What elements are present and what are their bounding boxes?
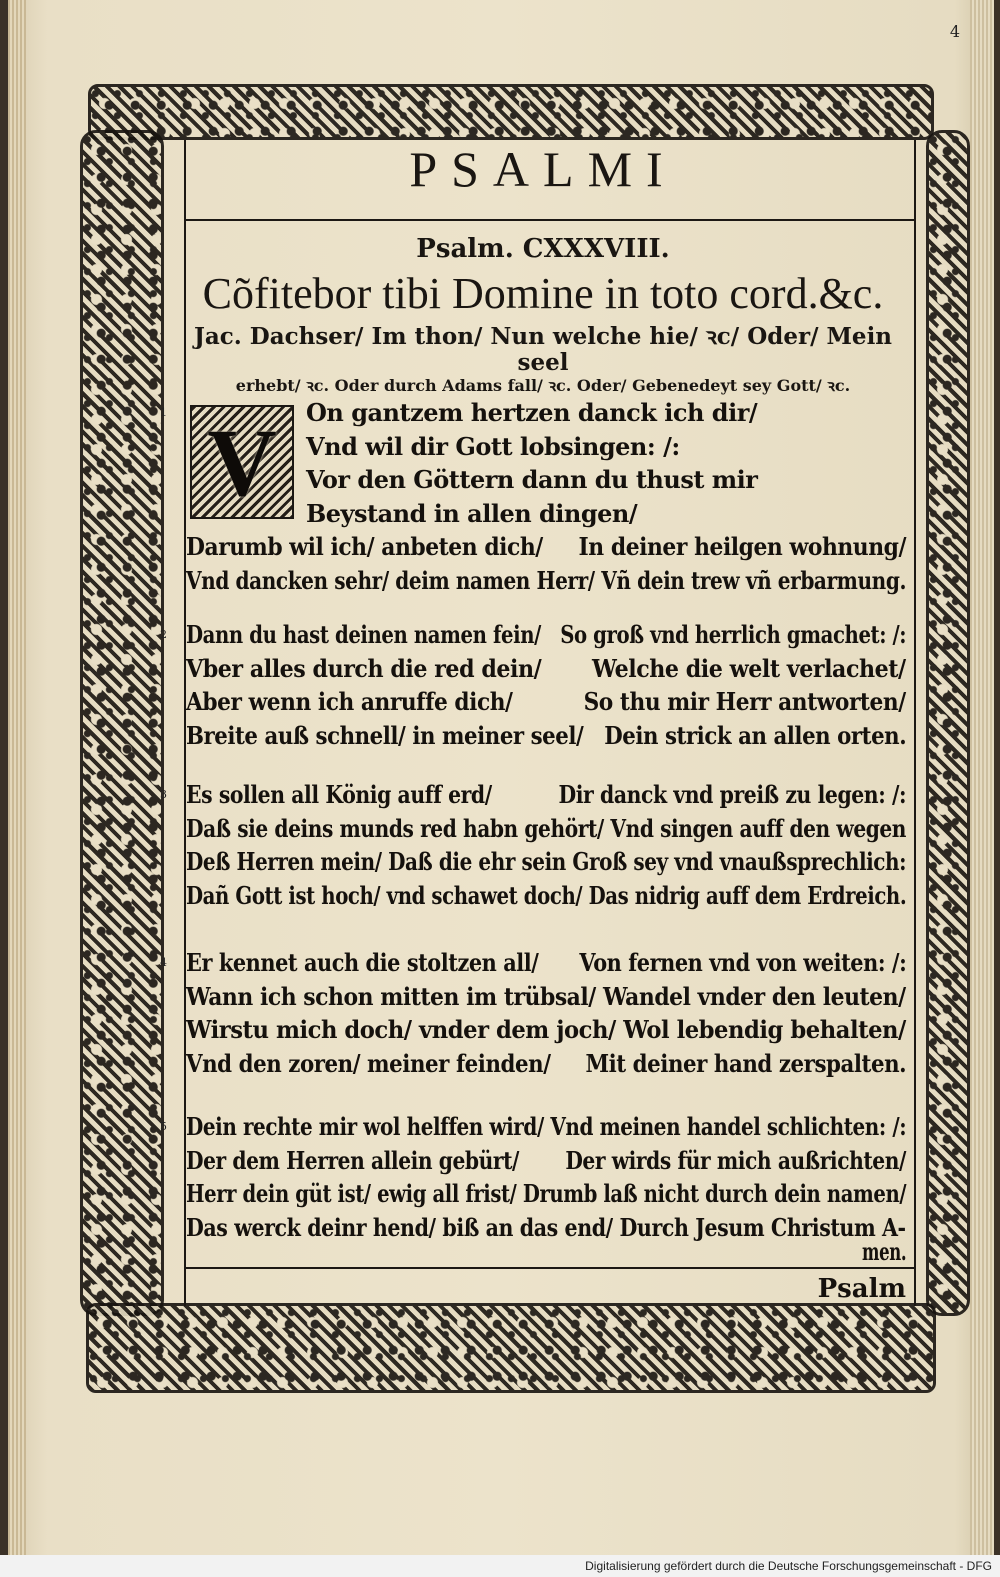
- verse-line: Aber wenn ich anruffe dich/ So thu mir Herr antworten/: [186, 687, 906, 716]
- verse-line: Der dem Herren allein gebürt/ Der wirds für mich außrichten/: [186, 1145, 906, 1175]
- verse-line: Er kennet auch die stoltzen all/ Von fernen vnd von weiten: /:: [186, 948, 907, 977]
- verse-line: Darumb wil ich/ anbeten dich/ In deiner heilgen wohnung/: [186, 532, 906, 561]
- verse-line: Wirstu mich doch/ vnder dem joch/ Wol lebendig behalten/: [186, 1015, 906, 1044]
- ornament-border-bottom: [86, 1303, 936, 1393]
- verse-line: Es sollen all König auff erd/ Dir danck vnd preiß zu legen: /:: [186, 780, 907, 809]
- initial-letter: V: [207, 408, 277, 516]
- frame-rule-right: [914, 140, 916, 1306]
- page-edge-right: [970, 0, 994, 1577]
- verse-line: Breite auß schnell/ in meiner seel/ Dein strick an allen orten.: [186, 720, 907, 750]
- credit-line-2: erhebt/ ꝛc. Oder durch Adams fall/ ꝛc. Oder/ Gebenedeyt sey Gott/ ꝛc.: [235, 375, 851, 395]
- verse-number: 3: [160, 788, 167, 801]
- psalm-incipit: Cõfitebor tibi Domine in toto cord.&c.: [202, 269, 884, 318]
- digitization-footer: Digitalisierung gefördert durch die Deutsche Forschungsgemeinschaft - DFG: [0, 1555, 1000, 1577]
- verse-line: Dañ Gott ist hoch/ vnd schawet doch/ Das nidrig auff dem Erdreich.: [186, 880, 907, 910]
- verse-line: Vnd dancken sehr/ deim namen Herr/ Vñ dein trew vñ erbarmung.: [186, 565, 907, 595]
- verse-line: Deß Herren mein/ Daß die ehr sein Groß sey vnd vnaußsprechlich:: [186, 847, 907, 876]
- verse-line: Dann du hast deinen namen fein/ So groß vnd herrlich gmachet: /:: [186, 620, 907, 649]
- verse-line: Wann ich schon mitten im trübsal/ Wandel vnder den leuten/: [186, 981, 906, 1011]
- running-header: PSALMI: [409, 141, 677, 197]
- decorated-initial: [190, 405, 294, 519]
- verse-line: Beystand in allen dingen/: [306, 498, 638, 528]
- verse-line: Vor den Göttern dann du thust mir: [306, 465, 758, 494]
- verse-number: 1: [160, 406, 167, 419]
- verse-line: Vnd wil dir Gott lobsingen: /:: [306, 431, 680, 461]
- melody-credit: [180, 324, 906, 395]
- ornament-border-right: [926, 130, 970, 1316]
- page-edge-left: [8, 0, 26, 1577]
- verse-number: 2: [160, 628, 167, 641]
- ornament-border-left: [80, 130, 164, 1316]
- verse-line: On gantzem hertzen danck ich dir/: [306, 398, 758, 427]
- ornament-border-top: [88, 84, 934, 140]
- verse-number: 5: [160, 1120, 167, 1133]
- verse-line: Das werck deinr hend/ biß an das end/ Durch Jesum Christum A-: [186, 1212, 906, 1242]
- verse-number: 4: [160, 956, 167, 969]
- verse-line: men.: [862, 1236, 907, 1266]
- frame-rule-top: [184, 219, 914, 221]
- frame-rule-bottom: [184, 1267, 914, 1269]
- credit-line-1: Jac. Dachser/ Im thon/ Nun welche hie/ ꝛc/ Oder/ Mein seel: [193, 323, 893, 377]
- verse-line: Herr dein güt ist/ ewig all frist/ Drumb laß nicht durch dein namen/: [186, 1179, 907, 1208]
- verse-line: Vber alles durch die red dein/ Welche die welt verlachet/: [186, 653, 906, 683]
- catchword: Psalm: [817, 1274, 906, 1304]
- verse-line: Daß sie deins munds red habn gehört/ Vnd singen auff den wegen: [186, 813, 907, 843]
- verse-line: Vnd den zoren/ meiner feinden/ Mit deiner hand zerspalten.: [186, 1048, 907, 1078]
- verse-line: Dein rechte mir wol helffen wird/ Vnd meinen handel schlichten: /:: [186, 1112, 907, 1141]
- folio-number: 4: [949, 22, 960, 41]
- psalm-number: Psalm. CXXXVIII.: [416, 234, 670, 264]
